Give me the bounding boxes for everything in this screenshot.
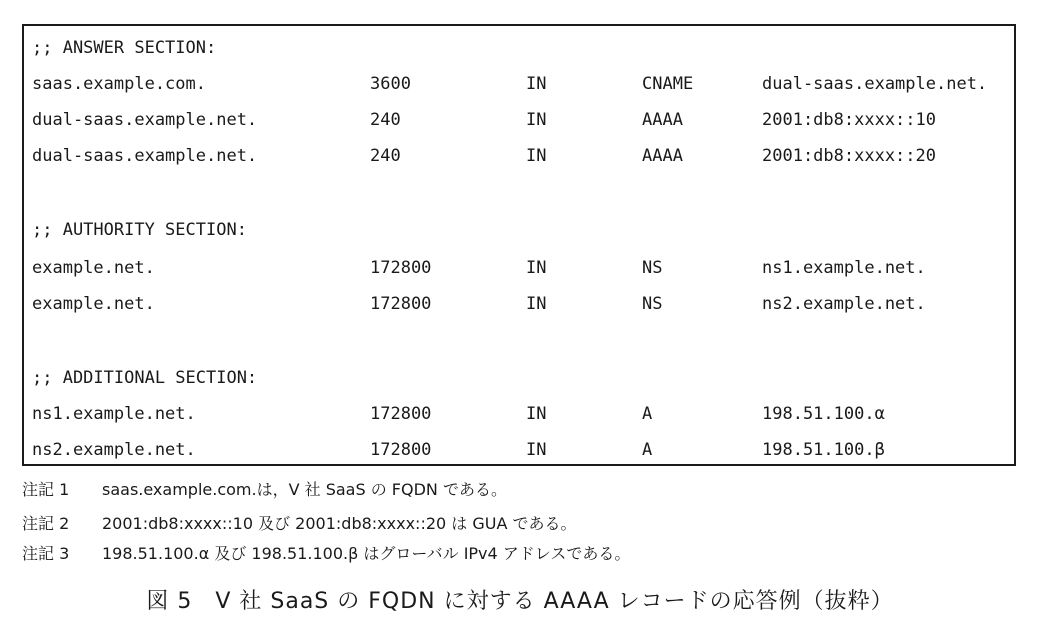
record-data: ns2.example.net. xyxy=(762,294,926,314)
record-name: example.net. xyxy=(32,258,155,278)
note-text: saas.example.com.は，V 社 SaaS の FQDN である。 xyxy=(102,480,507,499)
record-data: 198.51.100.β xyxy=(762,440,885,460)
record-name: saas.example.com. xyxy=(32,74,206,94)
record-type: CNAME xyxy=(642,74,694,94)
record-ttl: 240 xyxy=(370,146,401,166)
record-name: dual-saas.example.net. xyxy=(32,110,258,130)
record-data: 2001:db8:xxxx::20 xyxy=(762,146,936,166)
record-ttl: 240 xyxy=(370,110,401,130)
record-ttl: 172800 xyxy=(370,258,432,278)
dns-response-box xyxy=(22,24,1016,466)
note-label: 注記 2 xyxy=(22,514,70,533)
record-type: NS xyxy=(642,294,663,314)
record-type: AAAA xyxy=(642,110,683,130)
figure-caption: 図 5 V 社 SaaS の FQDN に対する AAAA レコードの応答例（抜粋） xyxy=(146,589,894,614)
note-text: 2001:db8:xxxx::10 及び 2001:db8:xxxx::20 は GUA である。 xyxy=(102,514,577,533)
record-type: A xyxy=(642,440,653,460)
record-name: dual-saas.example.net. xyxy=(32,146,258,166)
record-type: NS xyxy=(642,258,663,278)
record-type: A xyxy=(642,404,653,424)
record-ttl: 172800 xyxy=(370,440,432,460)
record-data: 198.51.100.α xyxy=(762,404,885,424)
record-ttl: 3600 xyxy=(370,74,411,94)
record-class: IN xyxy=(526,404,547,424)
additional-section-header: ;; ADDITIONAL SECTION: xyxy=(32,368,258,388)
record-class: IN xyxy=(526,258,547,278)
record-data: ns1.example.net. xyxy=(762,258,926,278)
record-class: IN xyxy=(526,294,547,314)
record-data: dual-saas.example.net. xyxy=(762,74,988,94)
record-class: IN xyxy=(526,74,547,94)
record-ttl: 172800 xyxy=(370,294,432,314)
record-class: IN xyxy=(526,146,547,166)
note-text: 198.51.100.α 及び 198.51.100.β はグローバル IPv4 アドレスである。 xyxy=(102,544,631,563)
note-label: 注記 1 xyxy=(22,480,70,499)
record-type: AAAA xyxy=(642,146,683,166)
record-data: 2001:db8:xxxx::10 xyxy=(762,110,936,130)
record-name: ns1.example.net. xyxy=(32,404,196,424)
record-ttl: 172800 xyxy=(370,404,432,424)
answer-section-header: ;; ANSWER SECTION: xyxy=(32,38,217,58)
record-class: IN xyxy=(526,440,547,460)
record-name: ns2.example.net. xyxy=(32,440,196,460)
note-label: 注記 3 xyxy=(22,544,70,563)
record-name: example.net. xyxy=(32,294,155,314)
authority-section-header: ;; AUTHORITY SECTION: xyxy=(32,220,247,240)
record-class: IN xyxy=(526,110,547,130)
